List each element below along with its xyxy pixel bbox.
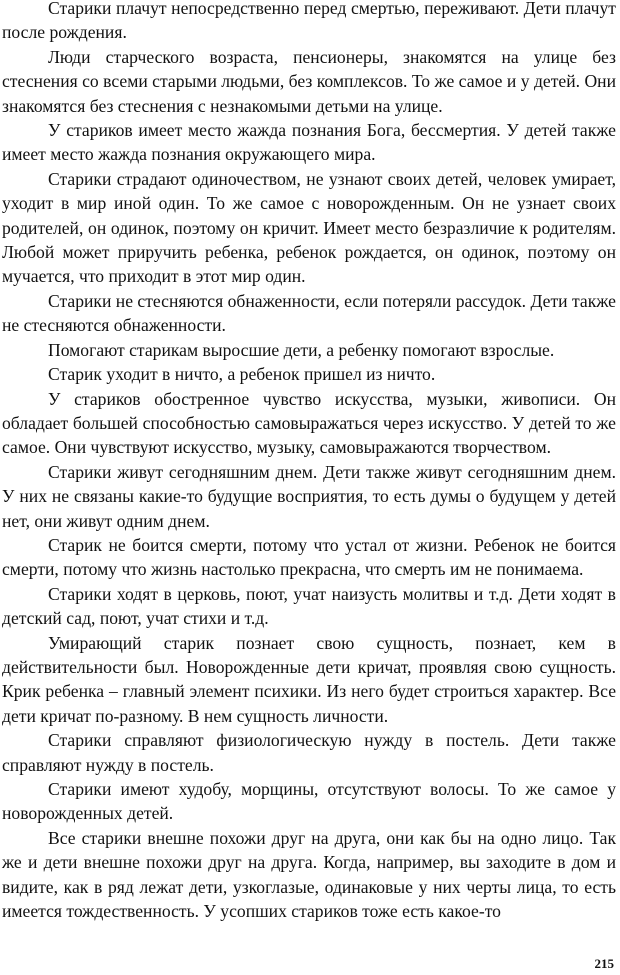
paragraph-8: У стариков обостренное чувство искусства, музыки, живописи. Он обладает большей способностью самовыражаться через искусство. У детей то же самое. Они чувствуют искусство, музыку, самовыражаются творчеством. xyxy=(2,388,616,458)
paragraph-5: Старики не стесняются обнаженности, если потеряли рассудок. Дети также не стесняются обнаженности. xyxy=(2,290,616,336)
body-text xyxy=(2,0,616,923)
paragraph-13: Старики справляют физиологическую нужду в постель. Дети также справляют нужду в постель. xyxy=(2,730,616,775)
paragraph-9: Старики живут сегодняшним днем. Дети также живут сегодняшним днем. У них не связаны какие-то будущие восприятия, то есть думы о будущем у детей нет, они живут одним днем. xyxy=(2,461,616,531)
paragraph-6: Помогают старикам выросшие дети, а ребенку помогают взрослые. xyxy=(48,339,555,360)
paragraph-3: У стариков имеет место жажда познания Бога, бессмертия. У детей также имеет место жажда познания окружающего мира. xyxy=(2,120,616,165)
paragraph-1: Старики плачут непосредственно перед смертью, переживают. Дети плачут после рождения. xyxy=(2,0,616,43)
paragraph-12: Умирающий старик познает свою сущность, познает, кем в действительности был. Новорожденные дети кричат, проявляя свою сущность. Крик ребенка – главный элемент психики. Из него будет строиться характер. Все дети кричат по-разному. В нем сущность личности. xyxy=(2,632,616,726)
paragraph-14: Старики имеют худобу, морщины, отсутствуют волосы. То же самое у новорожденных детей. xyxy=(2,779,616,824)
paragraph-4: Старики страдают одиночеством, не узнают своих детей, человек умирает, уходит в мир иной один. То же самое с новорожденным. Он не узнает своих родителей, он одинок, поэтому он кричит. Имеет место безразличие к родителям. Любой может приручить ребенка, ребенок рождается, он одинок, поэтому он мучается, что приходит в этот мир один. xyxy=(2,168,616,287)
paragraph-7: Старик уходит в ничто, а ребенок пришел из ничто. xyxy=(48,364,436,385)
paragraph-2: Люди старческого возраста, пенсионеры, знакомятся на улице без стеснения со всеми старыми людьми, без комплексов. То же самое и у детей. Они знакомятся без стеснения с незнакомыми детьми на улице. xyxy=(2,46,616,116)
page-number: 215 xyxy=(594,956,614,971)
paragraph-10: Старик не боится смерти, потому что устал от жизни. Ребенок не боится смерти, потому что жизнь настолько прекрасна, что смерть им не понимаема. xyxy=(2,534,616,580)
paragraph-15: Все старики внешне похожи друг на друга, они как бы на одно лицо. Так же и дети внешне похожи друг на друга. Когда, например, вы заходите в дом и видите, как в ряд лежат дети, узкоглазые, одинаковые у них черты лица, то есть имеется тождественность. У усопших стариков тоже есть какое-то xyxy=(2,827,616,922)
paragraph-11: Старики ходят в церковь, поют, учат наизусть молитвы и т.д. Дети ходят в детский сад, поют, учат стихи и т.д. xyxy=(2,583,616,629)
